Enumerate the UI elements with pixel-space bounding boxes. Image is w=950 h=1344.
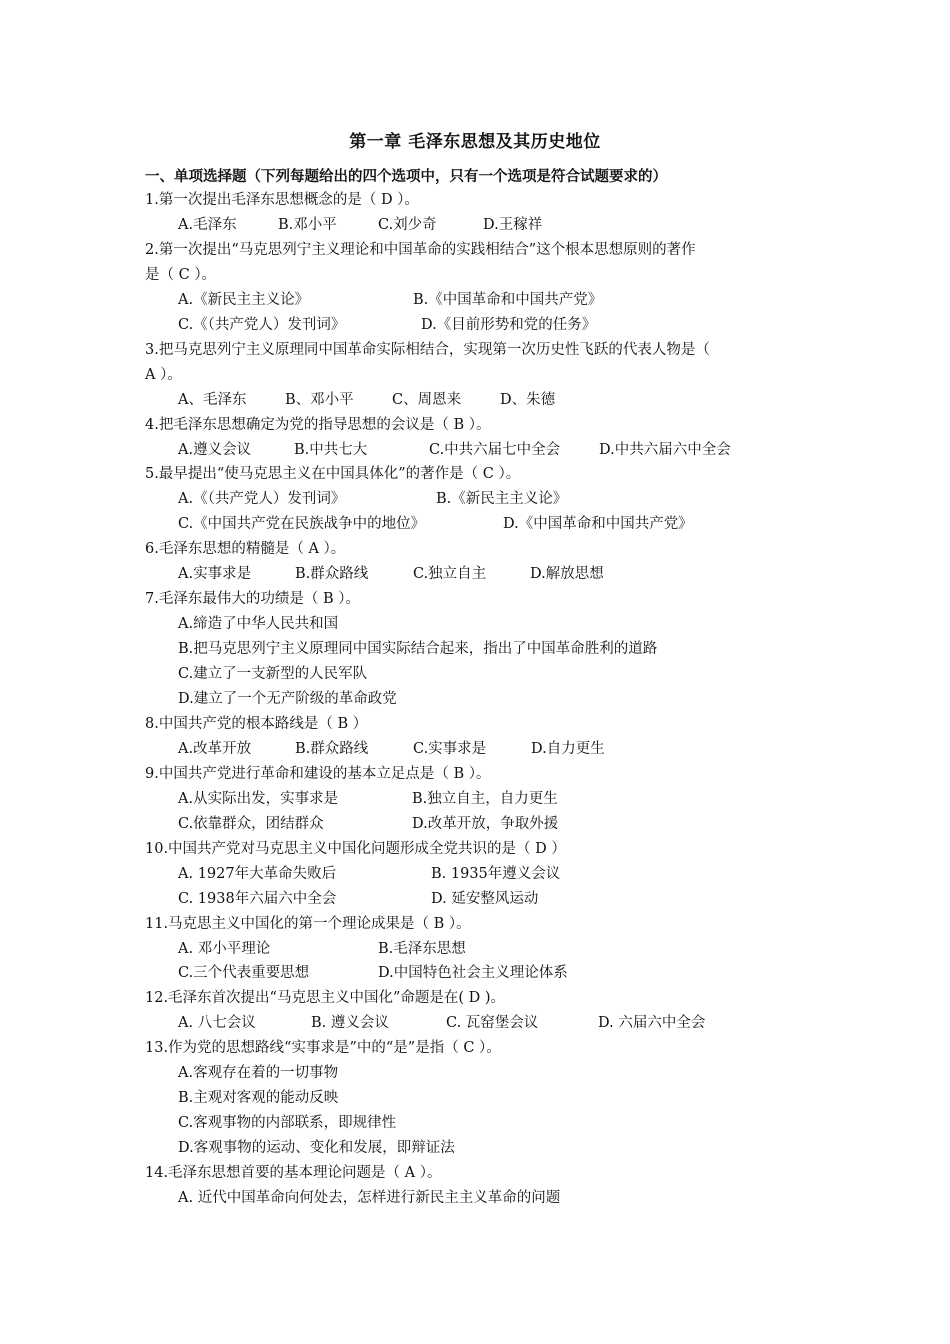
option-choice: B. 遵义会议 <box>311 1015 389 1032</box>
option-choice: D.《中国革命和中国共产党》 <box>503 516 693 533</box>
option-row <box>178 639 657 659</box>
question-text: 1.第一次提出毛泽东思想概念的是（ D ）。 <box>145 192 419 208</box>
option-choice: A. 邓小平理论 <box>178 940 271 957</box>
option-choice: A. 八七会议 <box>178 1015 256 1032</box>
option-row <box>178 1188 560 1208</box>
option-choice: B.独立自主，自力更生 <box>412 790 558 807</box>
option-choice: B.群众路线 <box>295 566 369 583</box>
option-row <box>178 689 397 709</box>
option-choice: C.建立了一支新型的人民军队 <box>178 666 368 683</box>
option-choice: D. 六届六中全会 <box>598 1015 706 1032</box>
option-choice: B.《新民主主义论》 <box>436 491 568 508</box>
section-heading: 一、单项选择题（下列每题给出的四个选项中，只有一个选项是符合试题要求的） <box>145 169 667 185</box>
option-choice: C.独立自主 <box>413 566 487 583</box>
option-choice: A.《（共产党人）发刊词》 <box>178 491 346 508</box>
option-choice: C.客观事物的内部联系，即规律性 <box>178 1115 397 1132</box>
question-text: 9.中国共产党进行革命和建设的基本立足点是（ B ）。 <box>145 765 491 782</box>
option-row <box>178 614 338 634</box>
option-row <box>178 963 568 983</box>
option-row <box>178 1113 396 1133</box>
option-choice: C. 瓦窑堡会议 <box>446 1015 539 1032</box>
option-choice: B.主观对客观的能动反映 <box>178 1090 339 1107</box>
option-row <box>178 390 555 410</box>
option-choice: B.把马克思列宁主义原理同中国实际结合起来，指出了中国革命胜利的道路 <box>178 641 658 658</box>
option-choice: C.《中国共产党在民族战争中的地位》 <box>178 516 426 533</box>
option-choice: B.邓小平 <box>278 216 337 233</box>
option-choice: A、毛泽东 <box>178 391 247 408</box>
question-text: 12.毛泽东首次提出“马克思主义中国化”命题是在( D )。 <box>145 990 506 1007</box>
option-row <box>178 215 542 235</box>
question-text: 8.中国共产党的根本路线是（ B ） <box>145 715 368 732</box>
question-text: 13.作为党的思想路线“实事求是”中的“是”是指（ C ）。 <box>145 1040 501 1057</box>
option-choice: C、周恩来 <box>392 391 462 408</box>
chapter-title: 第一章 毛泽东思想及其历史地位 <box>349 132 601 152</box>
question-text: 是（ C ）。 <box>145 266 217 283</box>
option-row <box>178 290 602 310</box>
option-row <box>178 1063 338 1083</box>
option-choice: A.实事求是 <box>178 566 252 583</box>
option-choice: B.《中国革命和中国共产党》 <box>413 291 603 308</box>
question-text: 6.毛泽东思想的精髓是（ A ）。 <box>145 541 346 558</box>
option-row <box>178 739 605 759</box>
option-choice: C.刘少奇 <box>378 216 437 233</box>
question-text: 4.把毛泽东思想确定为党的指导思想的会议是（ B ）。 <box>145 416 491 433</box>
option-choice: D.王稼祥 <box>483 216 543 233</box>
option-choice: B、邓小平 <box>285 391 354 408</box>
question-text: 10.中国共产党对马克思主义中国化问题形成全党共识的是（ D ） <box>145 840 566 857</box>
option-row <box>178 939 466 959</box>
option-choice: D.自力更生 <box>531 740 605 757</box>
option-choice: B.中共七大 <box>294 441 368 458</box>
option-choice: A. 1927年大革命失败后 <box>178 865 337 882</box>
option-row <box>178 664 367 684</box>
option-choice: A.毛泽东 <box>178 216 237 233</box>
option-row <box>178 789 558 809</box>
option-row <box>178 315 596 335</box>
question-text: 11.马克思主义中国化的第一个理论成果是（ B ）。 <box>145 915 471 932</box>
option-choice: A.改革开放 <box>178 740 252 757</box>
question-text: 5.最早提出“使马克思主义在中国具体化”的著作是（ C ）。 <box>145 466 521 483</box>
option-choice: D.《目前形势和党的任务》 <box>421 316 597 333</box>
question-text: 14.毛泽东思想首要的基本理论问题是（ A ）。 <box>145 1165 442 1182</box>
option-choice: D.改革开放，争取外援 <box>412 815 559 832</box>
option-choice: C.依靠群众，团结群众 <box>178 815 324 832</box>
question-text: 2.第一次提出“马克思列宁主义理论和中国革命的实践相结合”这个根本思想原则的著作 <box>145 241 696 258</box>
option-row <box>178 564 604 584</box>
option-row <box>178 814 558 834</box>
option-row <box>178 1088 338 1108</box>
option-choice: D.中共六届六中全会 <box>599 441 731 458</box>
option-choice: A. 近代中国革命向何处去，怎样进行新民主主义革命的问题 <box>178 1190 561 1206</box>
option-choice: D.解放思想 <box>530 566 604 583</box>
question-text: A ）。 <box>145 366 182 383</box>
option-row <box>178 1013 705 1033</box>
option-choice: C.《（共产党人）发刊词》 <box>178 316 346 333</box>
option-choice: B.群众路线 <box>295 740 369 757</box>
option-row <box>178 440 731 460</box>
option-choice: C.三个代表重要思想 <box>178 965 310 982</box>
option-choice: A.客观存在着的一切事物 <box>178 1065 339 1082</box>
option-choice: D. 延安整风运动 <box>431 890 539 907</box>
option-row <box>178 889 538 909</box>
option-choice: C. 1938年六届六中全会 <box>178 890 337 907</box>
option-choice: A.《新民主主义论》 <box>178 291 310 308</box>
option-choice: A.缔造了中华人民共和国 <box>178 616 339 633</box>
option-choice: D、朱德 <box>500 391 556 408</box>
option-row <box>178 864 560 884</box>
option-choice: D.建立了一个无产阶级的革命政党 <box>178 691 397 707</box>
option-row <box>178 1138 455 1158</box>
option-row <box>178 514 693 534</box>
question-text: 7.毛泽东最伟大的功绩是（ B ）。 <box>145 591 360 608</box>
option-choice: C.实事求是 <box>413 740 487 757</box>
option-choice: A.从实际出发，实事求是 <box>178 790 339 807</box>
option-choice: B.毛泽东思想 <box>378 940 466 957</box>
option-choice: B. 1935年遵义会议 <box>431 865 561 882</box>
question-text: 3.把马克思列宁主义原理同中国革命实际相结合，实现第一次历史性飞跃的代表人物是（ <box>145 341 710 358</box>
option-choice: A.遵义会议 <box>178 441 252 458</box>
option-row <box>178 489 567 509</box>
option-choice: D.中国特色社会主义理论体系 <box>378 965 568 982</box>
option-choice: C.中共六届七中全会 <box>429 441 561 458</box>
option-choice: D.客观事物的运动、变化和发展，即辩证法 <box>178 1140 455 1157</box>
